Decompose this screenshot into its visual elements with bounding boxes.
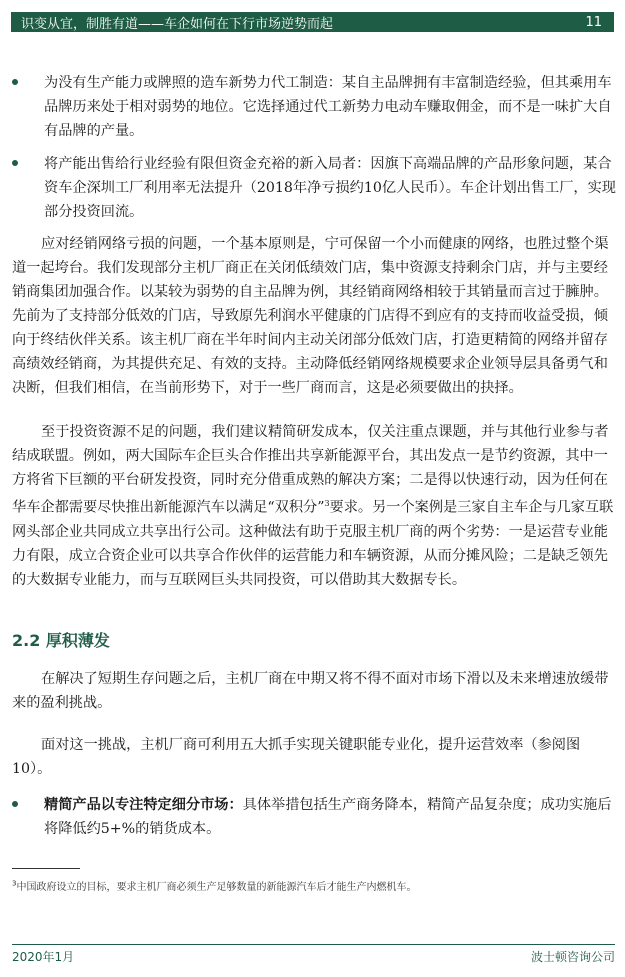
bullet-icon: [12, 160, 18, 166]
page-number: 11: [585, 14, 602, 30]
footnote-divider: [12, 868, 80, 869]
footnote: [12, 878, 615, 893]
bullet-text: 具体举措包括生产商务降本，精简产品复杂度；成功实施后将降低约5+%的销货成本。: [44, 797, 612, 837]
list-item: [44, 152, 616, 224]
page-header: [11, 12, 614, 32]
bullet-icon: [12, 79, 18, 85]
bullet-bold-lead: 精简产品以专注特定细分市场：: [44, 797, 243, 813]
paragraph: 至于投资资源不足的问题，我们建议精简研发成本，仅关注重点课题，并与其他行业参与者结成联盟。例如，两大国际车企巨头合作推出共享新能源平台，其出发点一是节约资源，其中一方将省下巨额的平台研发投资，同时充分借重成熟的解决方案；二是得以快速行动，因为任何在华车企都需要尽快推出新能源汽车以满足“双积分”$^3$要求。另一个案例是三家自主车企与几家互联网头部企业共同成立共享出行公司。这种做法有助于克服主机厂商的两个劣势：一是运营专业能力有限，成立合资企业可以共享合作伙伴的运营能力和车辆资源，从而分摊风险；二是缺乏领先的大数据专业能力，而与互联网巨头共同投资，可以借助其大数据专长。: [12, 424, 614, 588]
footnote-text: 中国政府设立的目标，要求主机厂商必须生产足够数量的新能源汽车后才能生产内燃机车。: [16, 882, 417, 893]
footnote-ref: 3: [324, 499, 330, 508]
footnote-number: 3: [12, 879, 17, 888]
header-title: 识变从宜，制胜有道——车企如何在下行市场逆势而起: [21, 16, 334, 32]
footer-date: 2020年1月: [12, 950, 75, 964]
paragraph: 应对经销网络亏损的问题，一个基本原则是，宁可保留一个小而健康的网络，也胜过整个渠道一起垮台。我们发现部分主机厂商正在关闭低绩效门店，集中资源支持剩余门店，并与主要经销商集团加强合作。以某较为弱势的自主品牌为例，其经销商网络相较于其销量而言过于臃肿。先前为了支持部分低效的门店，导致原先利润水平健康的门店得不到应有的支持而收益受损，倾向于终结伙伴关系。该主机厂商在半年时间内主动关闭部分低效门店，打造更精简的网络并留存高绩效经销商，为其提供充足、有效的支持。主动降低经销网络规模要求企业领导层具备勇气和决断，但我们相信，在当前形势下，对于一些厂商而言，这是必须要做出的抉择。: [12, 236, 609, 396]
bullet-text: 将产能出售给行业经验有限但资金充裕的新入局者：因旗下高端品牌的产品形象问题，某合资车企深圳工厂利用率无法提升（2018年净亏损约10亿人民币）。车企计划出售工厂，实现部分投资回流。: [44, 156, 616, 220]
list-item: [44, 71, 616, 143]
paragraph: 在解决了短期生存问题之后，主机厂商在中期又将不得不面对市场下滑以及未来增速放缓带来的盈利挑战。: [12, 671, 609, 711]
bullet-icon: [12, 801, 18, 807]
footer-company: 波士顿咨询公司: [530, 950, 615, 964]
section-title: 2.2 厚积薄发: [12, 631, 110, 650]
page-footer: [12, 944, 615, 965]
paragraph: 面对这一挑战，主机厂商可利用五大抓手实现关键职能专业化，提升运营效率（参阅图10）。: [12, 737, 581, 777]
bullet-text: 为没有生产能力或牌照的造车新势力代工制造：某自主品牌拥有丰富制造经验，但其乘用车品牌历来处于相对弱势的地位。它选择通过代工新势力电动车赚取佣金，而不是一味扩大自有品牌的产量。: [44, 75, 612, 139]
list-item: [44, 793, 616, 841]
